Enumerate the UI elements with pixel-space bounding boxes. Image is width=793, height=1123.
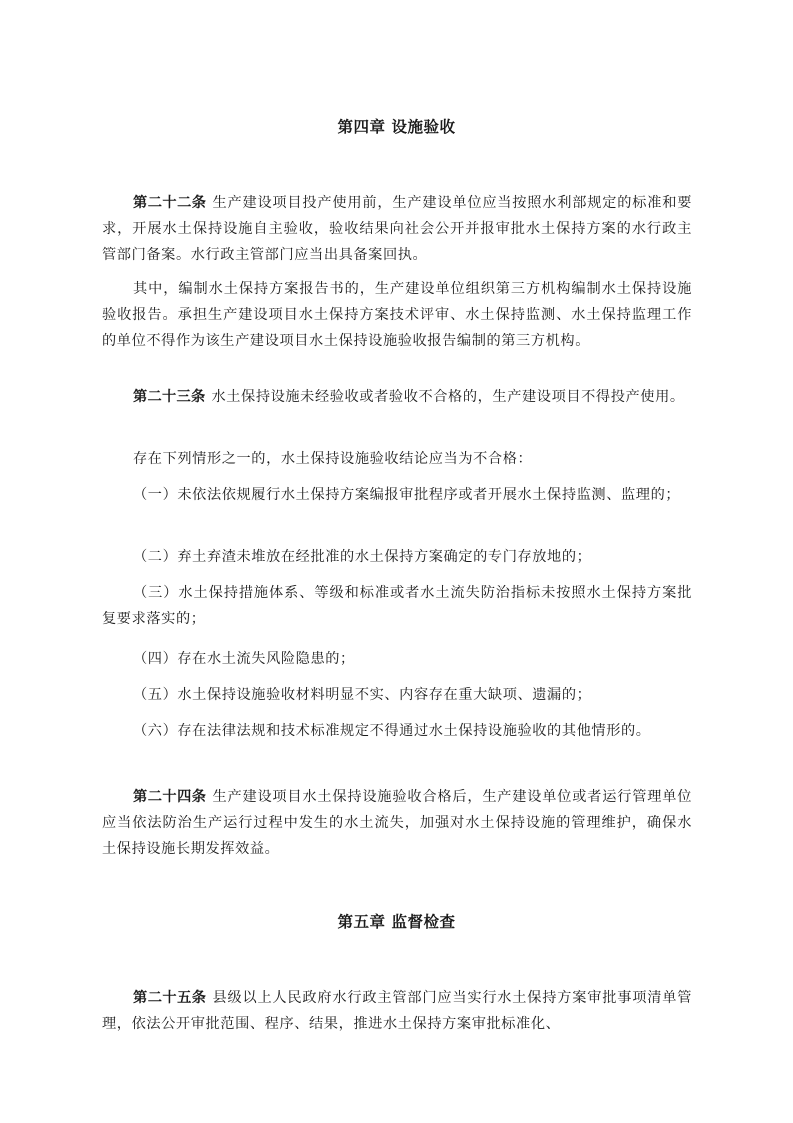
article-25-text: 县级以上人民政府水行政主管部门应当实行水土保持方案审批事项清单管理，依法公开审批范围、程序、结果，推进水土保持方案审批标准化、 bbox=[102, 990, 692, 1032]
article-23-paragraph-2: 存在下列情形之一的，水土保持设施验收结论应当为不合格： bbox=[133, 451, 533, 467]
chapter-5-title: 第五章 监督检查 bbox=[337, 913, 456, 931]
list-item-3: （三）水土保持措施体系、等级和标准或者水土流失防治指标未按照水土保持方案批复要求落实的； bbox=[102, 585, 692, 627]
article-23-text: 水土保持设施未经验收或者验收不合格的，生产建设项目不得投产使用。 bbox=[211, 389, 685, 405]
article-22-number: 第二十二条 bbox=[133, 195, 207, 211]
article-22-paragraph-2: 其中，编制水土保持方案报告书的，生产建设单位组织第三方机构编制水土保持设施验收报告。承担生产建设项目水土保持方案技术评审、水土保持监测、水土保持监理工作的单位不得作为该生产建设项目水土保持设施验收报告编制的第三方机构。 bbox=[102, 281, 692, 349]
article-24 bbox=[102, 784, 692, 862]
article-24-text: 生产建设项目水土保持设施验收合格后，生产建设单位或者运行管理单位应当依法防治生产运行过程中发生的水土流失，加强对水土保持设施的管理维护，确保水土保持设施长期发挥效益。 bbox=[102, 789, 692, 857]
chapter-4-title: 第四章 设施验收 bbox=[337, 118, 456, 136]
article-24-number: 第二十四条 bbox=[133, 789, 207, 805]
article-25 bbox=[102, 985, 692, 1037]
list-item-2: （二）弃土弃渣未堆放在经批准的水土保持方案确定的专门存放地的； bbox=[133, 549, 592, 565]
article-22 bbox=[102, 190, 692, 268]
list-item-4: （四）存在水土流失风险隐患的； bbox=[133, 651, 355, 667]
list-item-6: （六）存在法律法规和技术标准规定不得通过水土保持设施验收的其他情形的。 bbox=[133, 723, 651, 739]
article-23 bbox=[102, 384, 692, 410]
article-23-number: 第二十三条 bbox=[133, 389, 206, 405]
article-22-text: 生产建设项目投产使用前，生产建设单位应当按照水利部规定的标准和要求，开展水土保持设施自主验收，验收结果向社会公开并报审批水土保持方案的水行政主管部门备案。水行政主管部门应当出具备案回执。 bbox=[102, 195, 692, 263]
list-item-1: （一）未依法依规履行水土保持方案编报审批程序或者开展水土保持监测、监理的； bbox=[133, 487, 681, 503]
list-item-5: （五）水土保持设施验收材料明显不实、内容存在重大缺项、遗漏的； bbox=[133, 687, 592, 703]
article-25-number: 第二十五条 bbox=[133, 990, 207, 1006]
